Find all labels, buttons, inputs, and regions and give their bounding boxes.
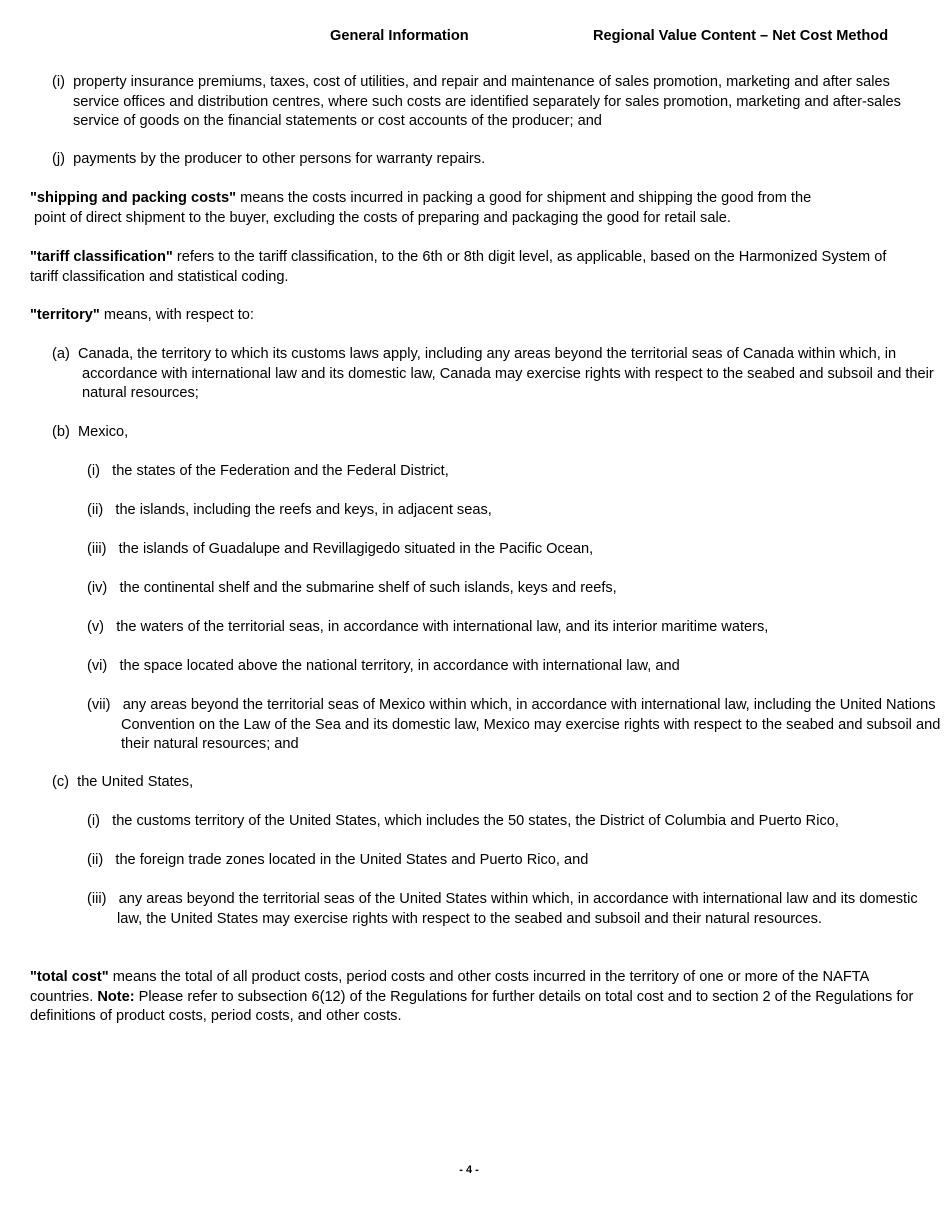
item-text: any areas beyond the territorial seas of Mexico within which, in accordance with international law, including the United Nations Convention on the Law of the Sea and its domestic law, Mexico may exercise rights with respect to the seabed and subsoil and their natural resources; and	[121, 697, 941, 752]
item-text: the islands of Guadalupe and Revillagigedo situated in the Pacific Ocean,	[118, 541, 594, 557]
definition-term: "total cost"	[30, 969, 109, 985]
item-label: (iii)	[87, 541, 107, 557]
item-label: (vi)	[87, 658, 108, 674]
definition-total-cost	[30, 968, 915, 1027]
item-label: (i)	[52, 74, 65, 90]
item-label: (iv)	[87, 580, 108, 596]
item-label: (i)	[87, 813, 100, 829]
item-text: the waters of the territorial seas, in accordance with international law, and its interior maritime waters,	[116, 619, 769, 635]
item-label: (j)	[52, 151, 65, 167]
item-label: (v)	[87, 619, 105, 635]
item-text: the United States,	[77, 774, 194, 790]
definition-tariff-classification	[30, 248, 910, 287]
us-sub-item	[87, 890, 942, 929]
mexico-sub-item	[87, 696, 946, 755]
mexico-sub-item	[87, 501, 492, 521]
item-text: Canada, the territory to which its customs laws apply, including any areas beyond the territorial seas of Canada within which, in accordance with international law and its domestic law, Canada may exercise rights with respect to the seabed and subsoil and their natural resources;	[77, 346, 934, 401]
definition-text-line1: means the costs incurred in packing a good for shipment and shipping the good from the	[236, 190, 812, 206]
item-label: (a)	[52, 346, 70, 362]
item-text: any areas beyond the territorial seas of the United States within which, in accordance with international law and its domestic law, the United States may exercise rights with respect to the seabed and subsoil and their natural resources.	[117, 891, 918, 927]
header-topic-title: Regional Value Content – Net Cost Method	[593, 28, 889, 44]
header-section-title: General Information	[330, 28, 469, 44]
item-text: the continental shelf and the submarine shelf of such islands, keys and reefs,	[119, 580, 617, 596]
mexico-sub-item	[87, 540, 593, 560]
item-text: the customs territory of the United States, which includes the 50 states, the District of Columbia and Puerto Rico,	[112, 813, 839, 829]
mexico-sub-item	[87, 579, 617, 599]
item-text: property insurance premiums, taxes, cost of utilities, and repair and maintenance of sales promotion, marketing and after sales service offices and distribution centres, where such costs are identified separately for sales promotion, marketing and after-sales service of goods on the financial statements or cost accounts of the producer; and	[73, 74, 901, 129]
item-label: (ii)	[87, 852, 104, 868]
us-sub-item	[87, 812, 839, 832]
item-label: (iii)	[87, 891, 107, 907]
item-text: the space located above the national territory, in accordance with international law, and	[119, 658, 680, 674]
page-number: - 4 -	[459, 1164, 479, 1176]
item-text: Mexico,	[77, 424, 129, 440]
item-text: payments by the producer to other persons for warranty repairs.	[73, 151, 486, 167]
territory-item-united-states	[52, 773, 193, 793]
definition-text-line2: point of direct shipment to the buyer, excluding the costs of preparing and packaging the good for retail sale.	[34, 209, 731, 226]
item-text: the states of the Federation and the Federal District,	[112, 463, 449, 479]
definition-territory	[30, 306, 910, 326]
definition-term: "shipping and packing costs"	[30, 190, 237, 206]
definition-text: refers to the tariff classification, to the 6th or 8th digit level, as applicable, based on the Harmonized System of tariff classification and statistical coding.	[30, 249, 887, 285]
item-text: the foreign trade zones located in the United States and Puerto Rico, and	[115, 852, 589, 868]
mexico-sub-item	[87, 462, 449, 482]
territory-item-canada	[52, 345, 950, 404]
item-label: (b)	[52, 424, 70, 440]
definition-shipping-and-packing-costs	[30, 189, 920, 228]
mexico-sub-item	[87, 618, 768, 638]
item-label: (ii)	[87, 502, 104, 518]
list-item-i	[52, 73, 933, 132]
definition-term: "territory"	[30, 307, 100, 323]
territory-item-mexico	[52, 423, 128, 443]
item-label: (i)	[87, 463, 100, 479]
note-label: Note:	[97, 988, 135, 1005]
item-text: the islands, including the reefs and keys, in adjacent seas,	[115, 502, 492, 518]
mexico-sub-item	[87, 657, 680, 677]
item-label: (vii)	[87, 697, 111, 713]
definition-text: means, with respect to:	[99, 307, 254, 323]
definition-term: "tariff classification"	[30, 249, 173, 265]
list-item-j	[52, 150, 912, 170]
note-text: Please refer to subsection 6(12) of the Regulations for further details on total cost and to section 2 of the Regulations for definitions of product costs, period costs, and other costs.	[30, 988, 914, 1024]
item-label: (c)	[52, 774, 70, 790]
definition-text: means the total of all product costs, period costs and other costs incurred in the territory of one or more of the NAFTA countries.	[30, 969, 869, 1005]
us-sub-item	[87, 851, 588, 871]
